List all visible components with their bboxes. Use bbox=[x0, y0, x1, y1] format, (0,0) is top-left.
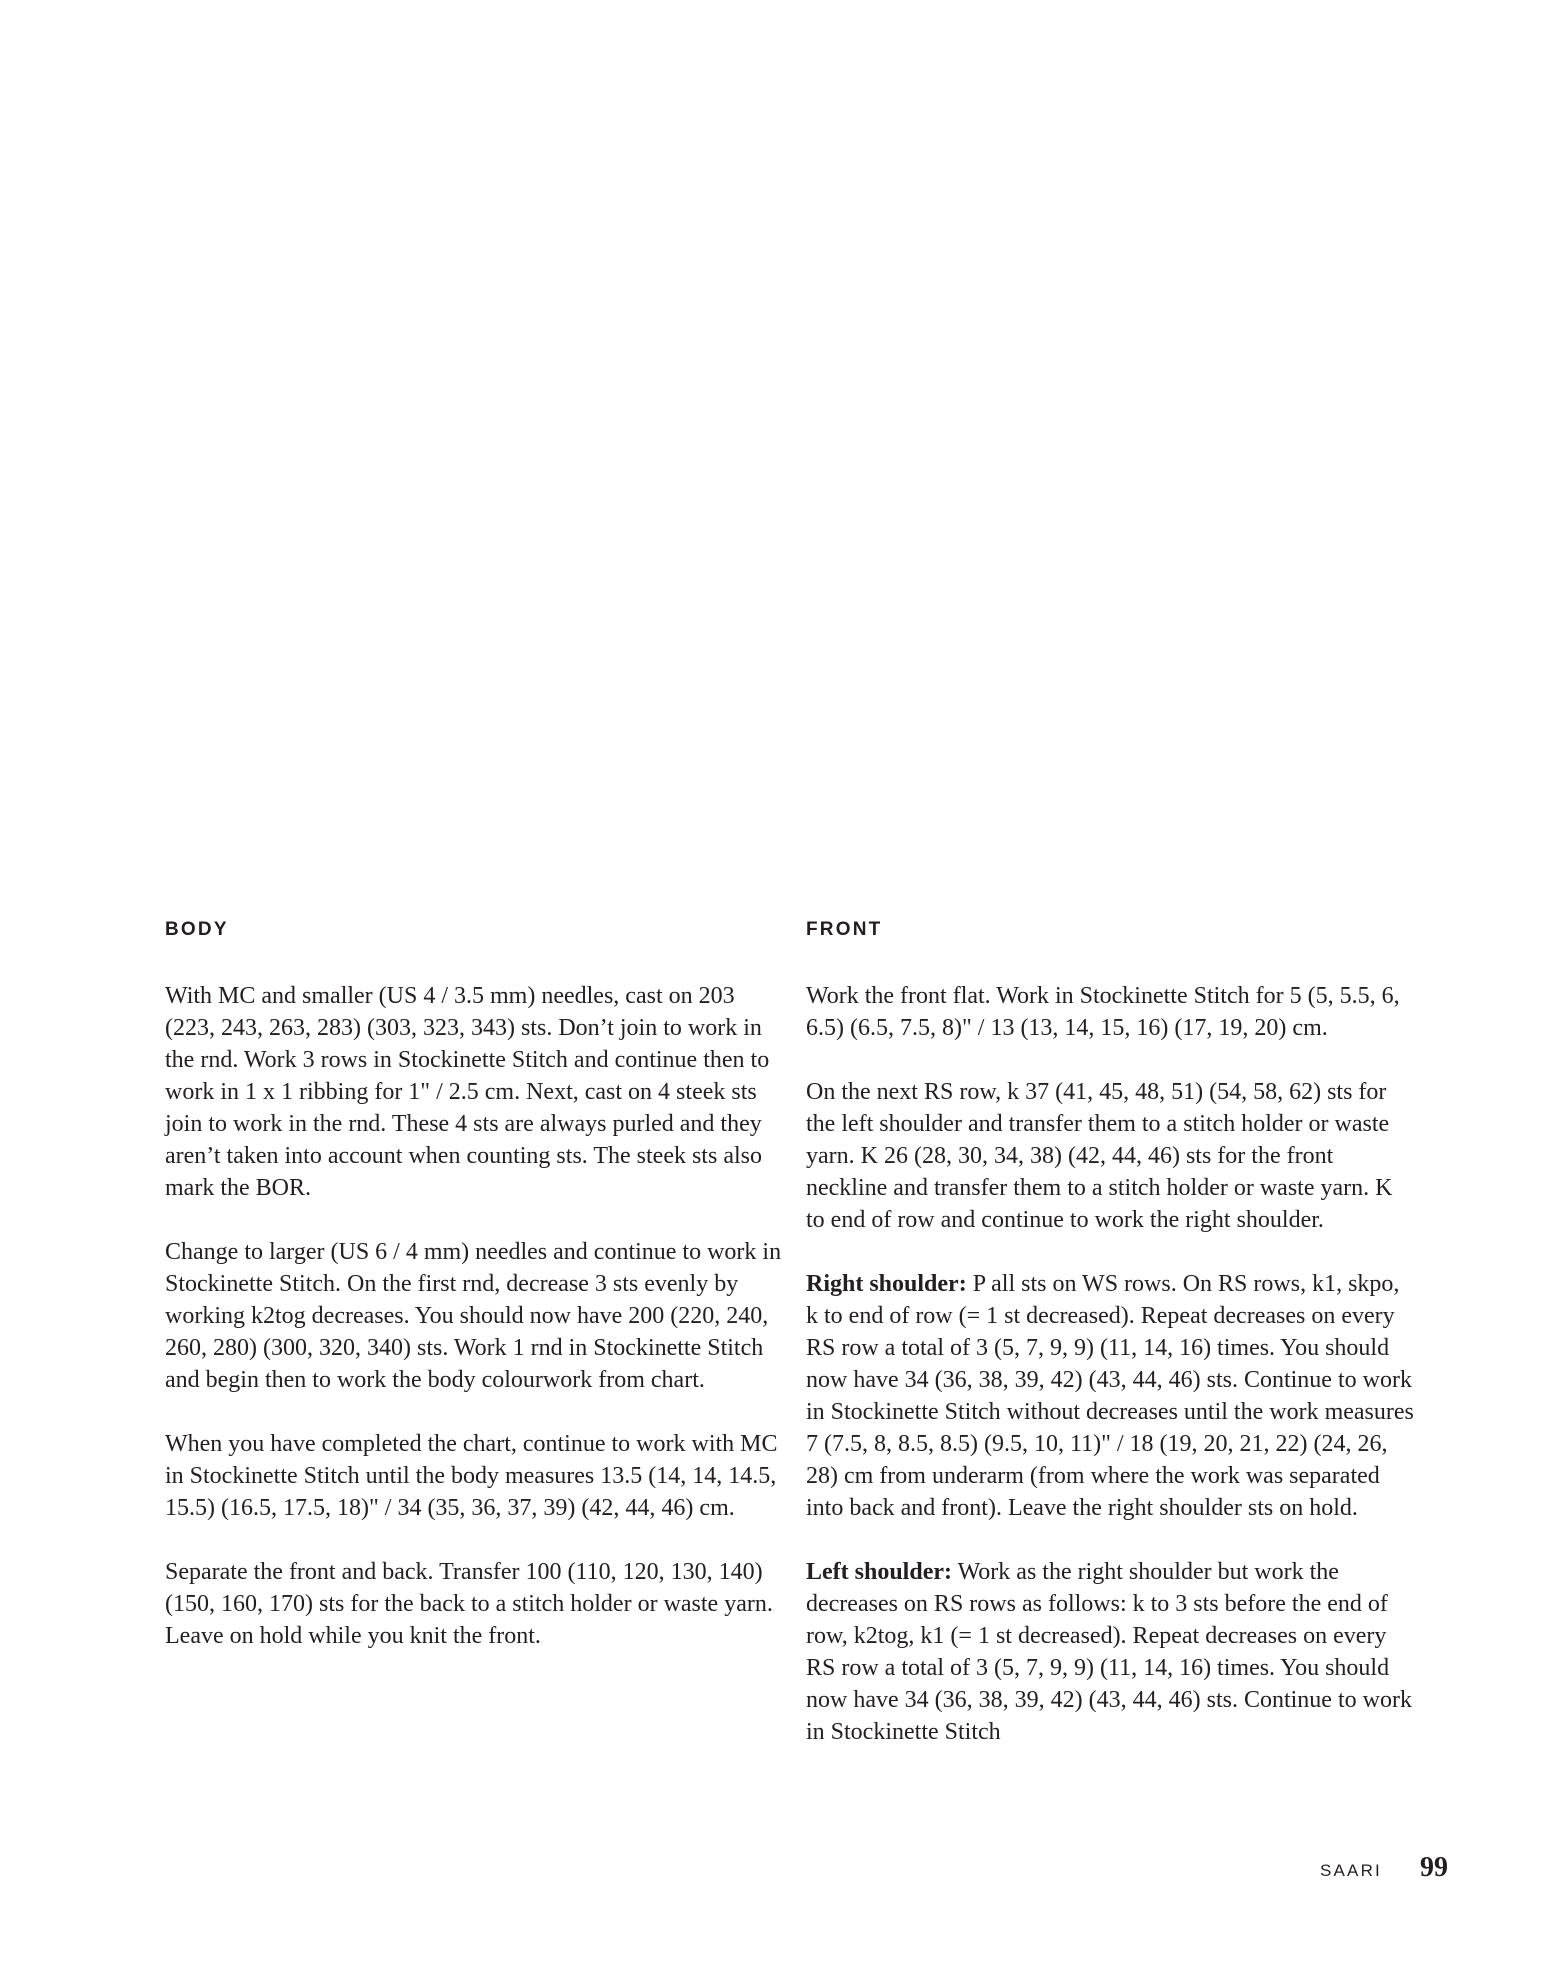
left-shoulder-label: Left shoulder: bbox=[806, 1559, 952, 1585]
front-heading: FRONT bbox=[806, 919, 883, 940]
right-shoulder-text: P all sts on WS rows. On RS rows, k1, skpo, k to end of row (= 1 st decreased). Repeat decreases on every RS row a total of 3 (5, 7, 9, 9) (11, 14, 16) times. You should now have 34 (36, 38, 39, 42) (43, 44, 46) sts. Continue to work in Stockinette Stitch without decreases until the work measures 7 (7.5, 8, 8.5, 8.5) (9.5, 10, 11)" / 18 (19, 20, 21, 22) (24, 26, 28) cm from underarm (from where the work was separated into back and front). Leave the right shoulder sts on hold. bbox=[806, 1271, 1414, 1521]
body-heading: BODY bbox=[165, 919, 229, 940]
running-title: SAARI bbox=[1319, 1861, 1382, 1880]
body-paragraph-separate: Separate the front and back. Transfer 100 (110, 120, 130, 140) (150, 160, 170) sts for the back to a stitch holder or waste yarn. Leave on hold while you knit the front. bbox=[165, 1559, 773, 1649]
body-paragraph-change-needles: Change to larger (US 6 / 4 mm) needles and continue to work in Stockinette Stitch. On the first rnd, decrease 3 sts evenly by working k2tog decreases. You should now have 200 (220, 240, 260, 280) (300, 320, 340) sts. Work 1 rnd in Stockinette Stitch and begin then to work the body colourwork from chart. bbox=[165, 1239, 782, 1393]
front-section bbox=[806, 918, 1416, 1780]
left-shoulder-text: Work as the right shoulder but work the decreases on RS rows as follows: k to 3 sts before the end of row, k2tog, k1 (= 1 st decreased). Repeat decreases on every RS row a total of 3 (5, 7, 9, 9) (11, 14, 16) times. You should now have 34 (36, 38, 39, 42) (43, 44, 46) sts. Continue to work in Stockinette Stitch bbox=[806, 1559, 1412, 1745]
page-number: 99 bbox=[1420, 1852, 1448, 1883]
body-section bbox=[165, 918, 785, 1684]
left-shoulder-paragraph bbox=[806, 1556, 1416, 1748]
body-paragraph-cast-on: With MC and smaller (US 4 / 3.5 mm) needles, cast on 203 (223, 243, 263, 283) (303, 323, 343) sts. Don’t join to work in the rnd. Work 3 rows in Stockinette Stitch and continue then to work in 1 x 1 ribbing for 1" / 2.5 cm. Next, cast on 4 steek sts join to work in the rnd. These 4 sts are always purled and they aren’t taken into account when counting sts. The steek sts also mark the BOR. bbox=[165, 983, 770, 1201]
front-paragraph-flat: Work the front flat. Work in Stockinette Stitch for 5 (5, 5.5, 6, 6.5) (6.5, 7.5, 8)" / 13 (13, 14, 15, 16) (17, 19, 20) cm. bbox=[806, 983, 1400, 1041]
right-shoulder-paragraph bbox=[806, 1268, 1416, 1524]
body-paragraph-after-chart: When you have completed the chart, continue to work with MC in Stockinette Stitch until the body measures 13.5 (14, 14, 14.5, 15.5) (16.5, 17.5, 18)" / 34 (35, 36, 37, 39) (42, 44, 46) cm. bbox=[165, 1431, 778, 1521]
front-paragraph-neckline: On the next RS row, k 37 (41, 45, 48, 51) (54, 58, 62) sts for the left shoulder and transfer them to a stitch holder or waste yarn. K 26 (28, 30, 34, 38) (42, 44, 46) sts for the front neckline and transfer them to a stitch holder or waste yarn. K to end of row and continue to work the right shoulder. bbox=[806, 1079, 1393, 1233]
page-footer bbox=[1320, 1852, 1448, 1884]
right-shoulder-label: Right shoulder: bbox=[806, 1271, 967, 1297]
